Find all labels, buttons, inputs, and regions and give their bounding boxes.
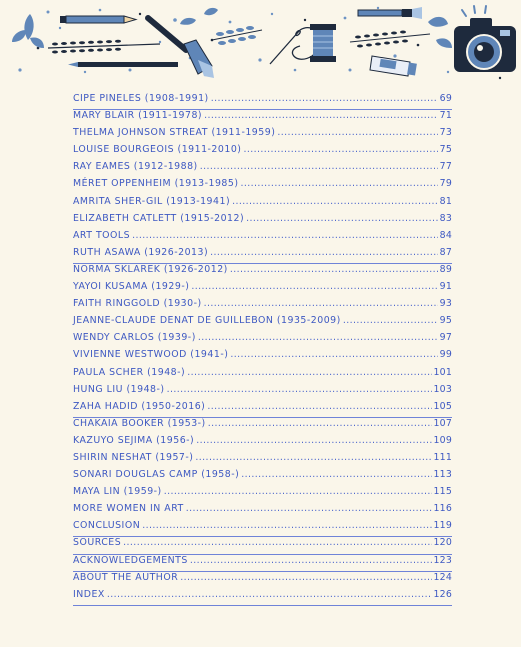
- toc-entry-page-number: 116: [433, 503, 452, 515]
- paint-tube-icon: [370, 56, 417, 76]
- toc-entry-page-number: 113: [433, 469, 452, 481]
- toc-entry[interactable]: [73, 418, 452, 435]
- toc-entry-page-number: 91: [439, 281, 452, 293]
- toc-entry-title: HUNG LIU (1948-): [73, 383, 165, 395]
- toc-entry-page-number: 126: [433, 588, 452, 600]
- toc-entry-page-number: 123: [433, 554, 452, 566]
- toc-entry[interactable]: [73, 332, 452, 349]
- toc-entry-page-number: 97: [439, 332, 452, 344]
- toc-entry-title: ELIZABETH CATLETT (1915-2012): [73, 212, 245, 224]
- toc-entry-title: ACKNOWLEDGEMENTS: [73, 554, 188, 566]
- dot-leader: [107, 589, 432, 600]
- decorative-art-tools-banner: [0, 0, 521, 88]
- blue-leaf-cluster: [180, 8, 218, 25]
- toc-entry[interactable]: [73, 469, 452, 486]
- dot-leader: [230, 349, 437, 360]
- dot-leader: [211, 93, 438, 104]
- toc-entry-page-number: 75: [439, 144, 452, 156]
- toc-entry-page-number: 81: [439, 195, 452, 207]
- dot-leader: [207, 401, 431, 412]
- toc-entry[interactable]: [73, 230, 452, 247]
- dot-leader: [241, 178, 438, 189]
- camera-icon: [454, 6, 516, 72]
- toc-entry-title: NORMA SKLAREK (1926-2012): [73, 263, 228, 275]
- toc-entry-page-number: 107: [433, 417, 452, 429]
- toc-entry[interactable]: [73, 264, 452, 281]
- toc-entry-title: ABOUT THE AUTHOR: [73, 571, 179, 583]
- toc-entry[interactable]: [73, 486, 452, 503]
- dot-leader: [187, 367, 431, 378]
- toc-entry[interactable]: [73, 401, 452, 418]
- toc-entry[interactable]: [73, 537, 452, 554]
- toc-entry-title: CONCLUSION: [73, 520, 141, 532]
- toc-entry-page-number: 109: [433, 434, 452, 446]
- toc-entry[interactable]: [73, 555, 452, 572]
- dot-leader: [164, 486, 432, 497]
- toc-entry-page-number: 93: [439, 298, 452, 310]
- toc-entry-title: LOUISE BOURGEOIS (1911-2010): [73, 144, 242, 156]
- dot-leader: [241, 469, 431, 480]
- toc-entry-title: INDEX: [73, 588, 105, 600]
- toc-entry-page-number: 83: [439, 212, 452, 224]
- dot-leader: [200, 161, 438, 172]
- toc-entry[interactable]: [73, 127, 452, 144]
- dot-leader: [191, 281, 437, 292]
- dot-leader: [230, 264, 438, 275]
- toc-entry[interactable]: [73, 452, 452, 469]
- toc-entry-page-number: 79: [439, 178, 452, 190]
- toc-entry-title: THELMA JOHNSON STREAT (1911-1959): [73, 127, 276, 139]
- toc-entry[interactable]: [73, 384, 452, 401]
- dot-leader: [195, 452, 431, 463]
- toc-entry-title: MÉRET OPPENHEIM (1913-1985): [73, 178, 239, 190]
- toc-entry[interactable]: [73, 93, 452, 110]
- dot-leader: [277, 127, 437, 138]
- toc-entry-page-number: 99: [439, 349, 452, 361]
- toc-entry-page-number: 71: [439, 110, 452, 122]
- dot-leader: [142, 520, 431, 531]
- toc-entry[interactable]: [73, 298, 452, 315]
- dot-leader: [190, 555, 432, 566]
- toc-entry[interactable]: [73, 503, 452, 520]
- toc-entry-page-number: 111: [433, 451, 452, 463]
- toc-entry-title: RAY EAMES (1912-1988): [73, 161, 198, 173]
- toc-entry-page-number: 95: [439, 315, 452, 327]
- dot-leader: [210, 247, 438, 258]
- dot-leader: [196, 435, 431, 446]
- toc-entry-page-number: 119: [433, 520, 452, 532]
- toc-entry[interactable]: [73, 315, 452, 332]
- toc-entry-page-number: 69: [439, 93, 452, 104]
- toc-entry-title: CIPE PINELES (1908-1991): [73, 93, 209, 104]
- toc-entry-title: FAITH RINGGOLD (1930-): [73, 298, 202, 310]
- dot-leader: [132, 230, 438, 241]
- toc-entry[interactable]: [73, 196, 452, 213]
- fern-center: [212, 26, 262, 45]
- toc-entry-title: SONARI DOUGLAS CAMP (1958-): [73, 469, 240, 481]
- dot-leader: [204, 298, 438, 309]
- toc-entry[interactable]: [73, 520, 452, 537]
- dot-leader: [123, 537, 431, 548]
- toc-entry-page-number: 124: [433, 571, 452, 583]
- toc-entry-title: ART TOOLS: [73, 229, 131, 241]
- toc-entry-page-number: 101: [433, 366, 452, 378]
- toc-entry-page-number: 73: [439, 127, 452, 139]
- toc-entry[interactable]: [73, 349, 452, 366]
- toc-entry[interactable]: [73, 110, 452, 127]
- paintbrush-icon: [148, 18, 214, 78]
- toc-entry-title: AMRITA SHER-GIL (1913-1941): [73, 195, 231, 207]
- toc-entry[interactable]: [73, 144, 452, 161]
- toc-entry[interactable]: [73, 572, 452, 589]
- toc-entry-title: YAYOI KUSAMA (1929-): [73, 281, 190, 293]
- toc-entry[interactable]: [73, 178, 452, 195]
- ink-pen-icon: [68, 62, 178, 67]
- toc-entry-title: PAULA SCHER (1948-): [73, 366, 186, 378]
- toc-entry-page-number: 105: [433, 400, 452, 412]
- toc-entry-page-number: 84: [439, 229, 452, 241]
- toc-entry[interactable]: [73, 281, 452, 298]
- toc-entry-title: JEANNE-CLAUDE DENAT DE GUILLEBON (1935-2009): [73, 315, 341, 327]
- toc-entry-title: ZAHA HADID (1950-2016): [73, 400, 206, 412]
- toc-entry-page-number: 103: [433, 383, 452, 395]
- thread-spool-icon: [310, 24, 336, 62]
- dot-leader: [343, 315, 438, 326]
- toc-entry-page-number: 87: [439, 246, 452, 258]
- toc-entry-title: KAZUYO SEJIMA (1956-): [73, 434, 195, 446]
- toc-entry-title: VIVIENNE WESTWOOD (1941-): [73, 349, 229, 361]
- dot-leader: [186, 503, 432, 514]
- leaf-right: [428, 17, 452, 48]
- toc-entry-page-number: 89: [439, 263, 452, 275]
- toc-entry-title: SHIRIN NESHAT (1957-): [73, 451, 194, 463]
- toc-entry-title: MAYA LIN (1959-): [73, 486, 162, 498]
- dot-leader: [232, 196, 438, 207]
- fern-icon: [48, 40, 160, 54]
- toc-entry[interactable]: [73, 213, 452, 230]
- toc-entry[interactable]: [73, 247, 452, 264]
- toc-entry-title: MARY BLAIR (1911-1978): [73, 110, 203, 122]
- dot-leader: [246, 213, 438, 224]
- dot-leader: [204, 110, 438, 121]
- toc-entry[interactable]: [73, 435, 452, 452]
- dot-leader: [243, 144, 437, 155]
- dot-leader: [198, 332, 438, 343]
- dot-leader: [208, 418, 432, 429]
- toc-entry-title: WENDY CARLOS (1939-): [73, 332, 196, 344]
- toc-entry-page-number: 120: [433, 537, 452, 549]
- toc-entry[interactable]: [73, 589, 452, 606]
- toc-entry-title: RUTH ASAWA (1926-2013): [73, 246, 209, 258]
- toc-entry-page-number: 115: [433, 486, 452, 498]
- toc-entry[interactable]: [73, 161, 452, 178]
- toc-entry[interactable]: [73, 367, 452, 384]
- table-of-contents: [73, 93, 452, 606]
- brush-top-right: [358, 7, 422, 19]
- toc-entry-title: SOURCES: [73, 537, 122, 549]
- dot-leader: [180, 572, 431, 583]
- pencil-icon: [60, 16, 136, 23]
- toc-entry-title: MORE WOMEN IN ART: [73, 503, 184, 515]
- toc-entry-title: CHAKAIA BOOKER (1953-): [73, 417, 206, 429]
- toc-entry-page-number: 77: [439, 161, 452, 173]
- dot-leader: [167, 384, 432, 395]
- leaf-sprig-icon: [12, 14, 44, 48]
